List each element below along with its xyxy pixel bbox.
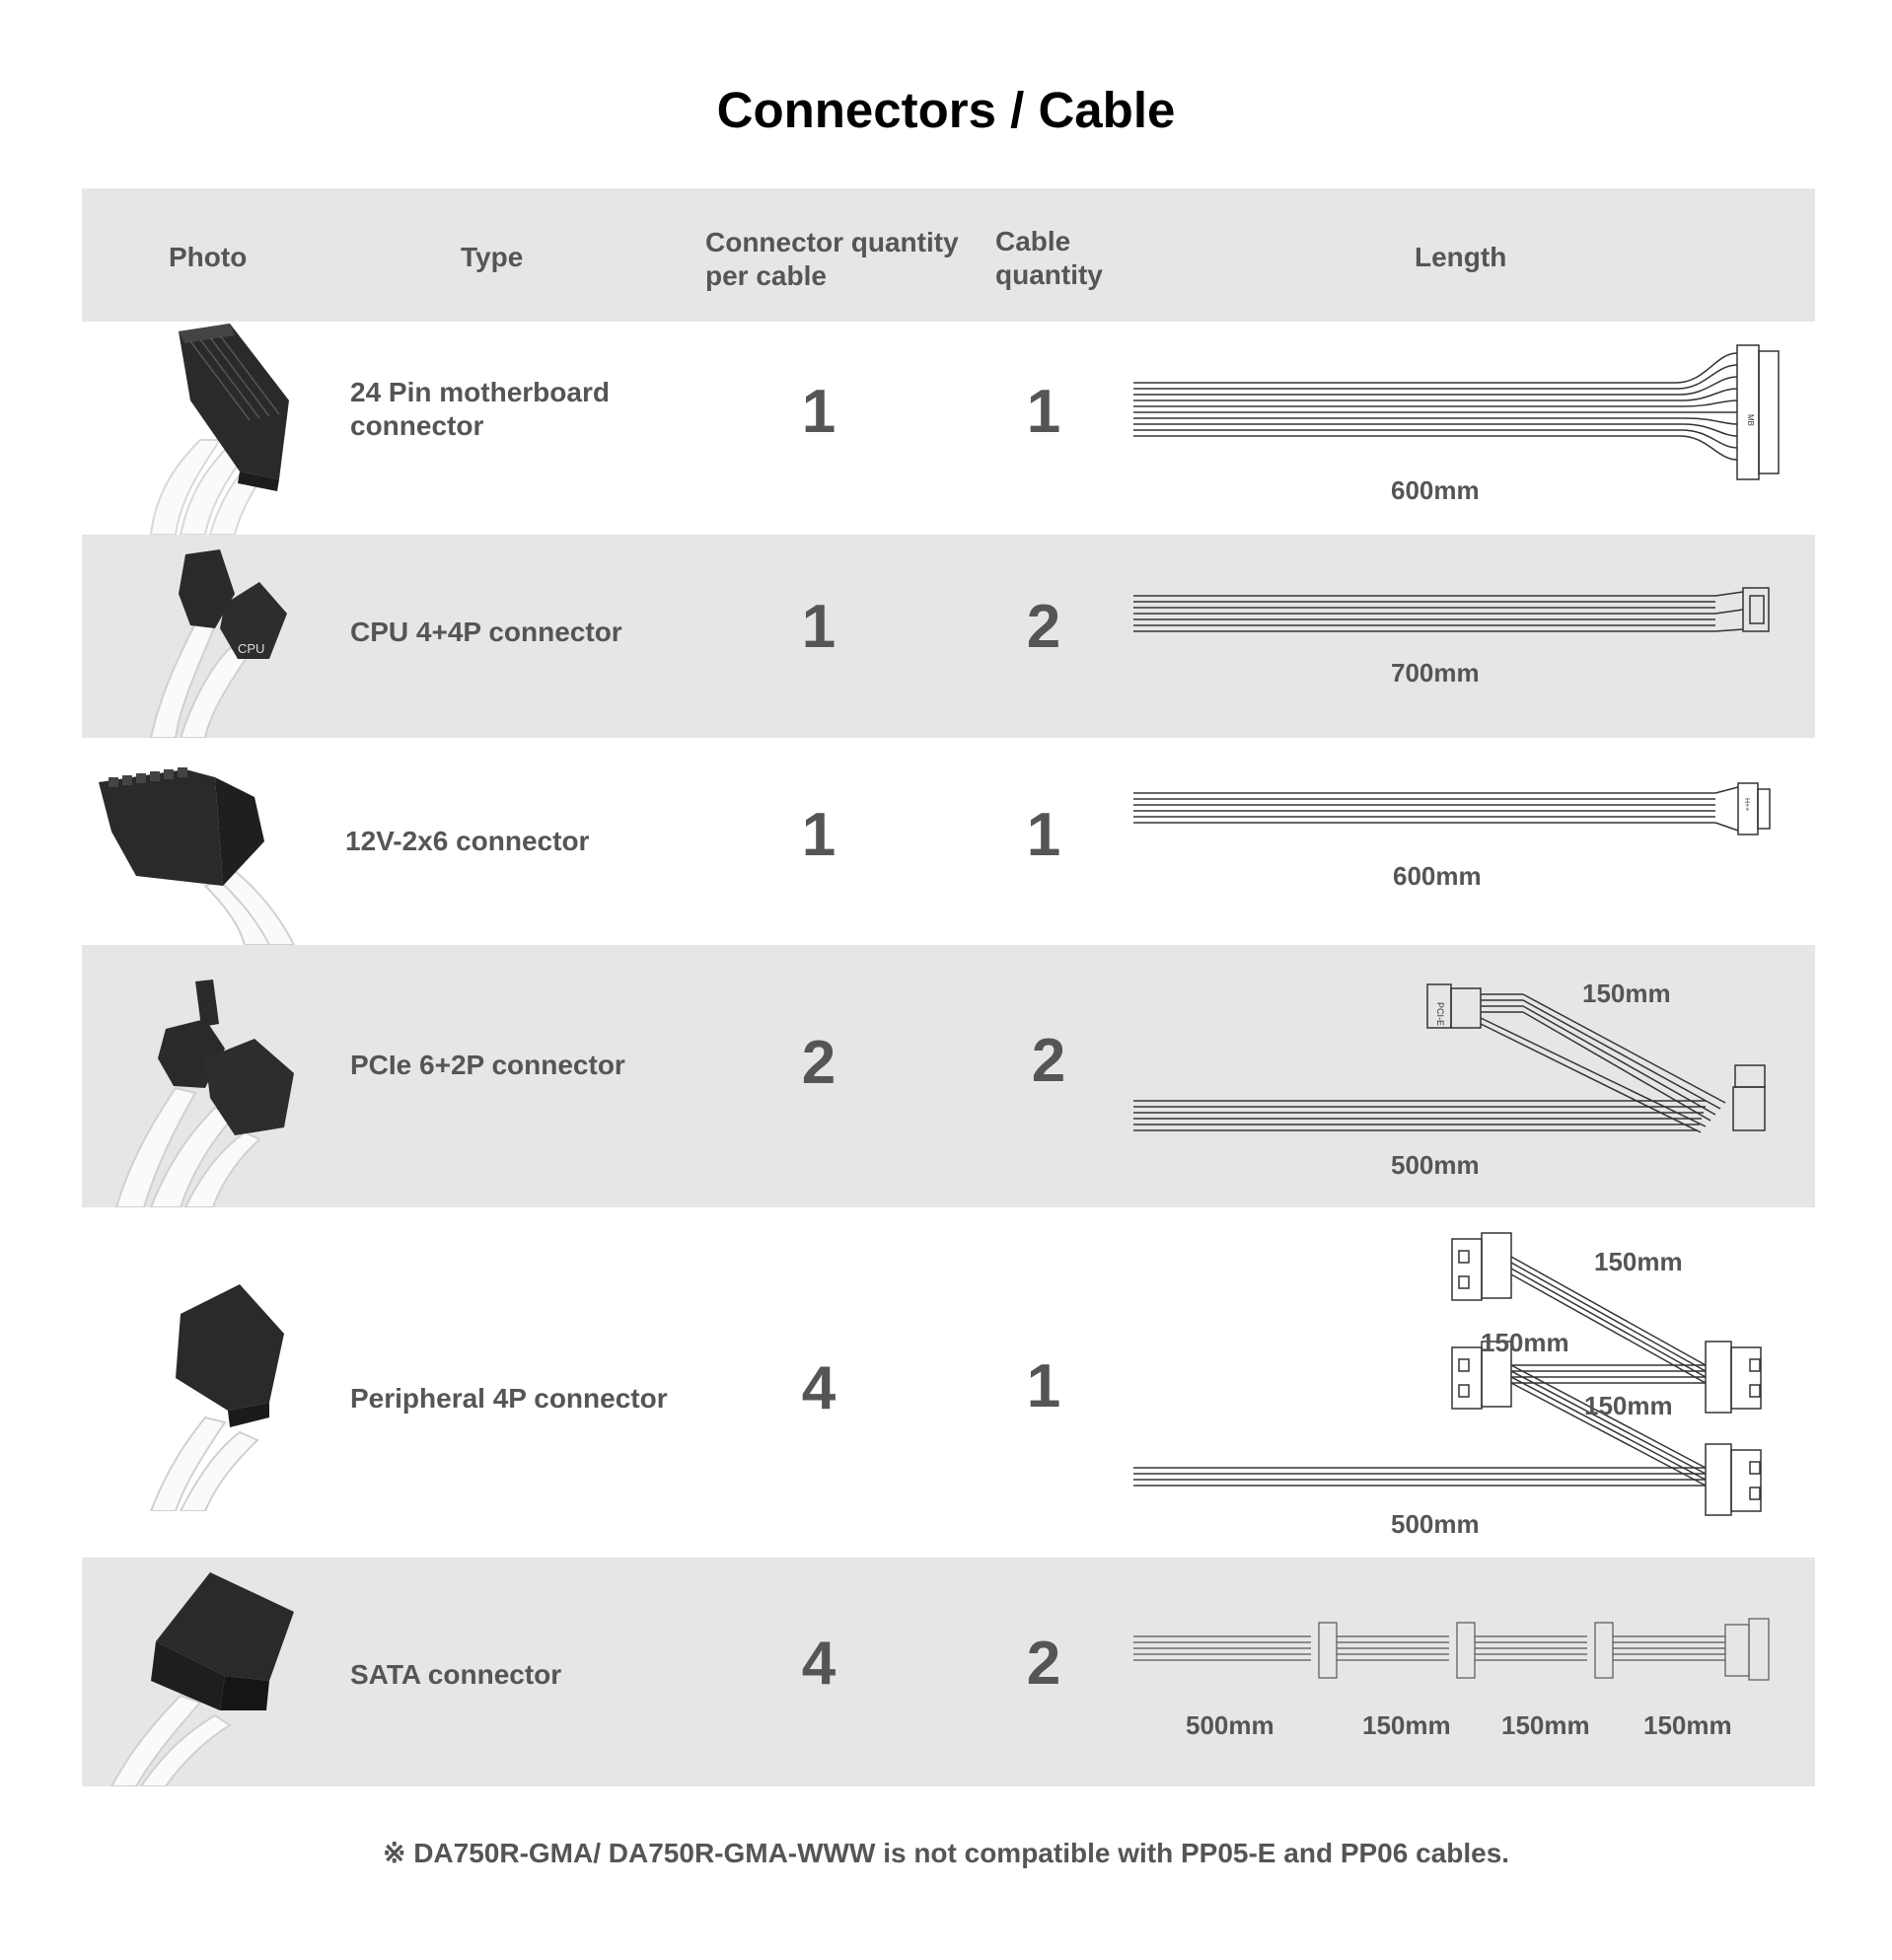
cable-qty-peripheral: 1 [1026,1352,1061,1420]
cable-qty-12v2x6: 1 [1026,801,1061,869]
type-peripheral: Peripheral 4P connector [350,1383,668,1414]
table-row-pcie [82,945,1815,1207]
connector-qty-cpu: 1 [801,593,837,661]
table-row-peripheral [82,1207,1815,1558]
cpu-cable-diagram [1133,586,1794,655]
header-length: Length [1415,242,1507,272]
length-24pin: 600mm [1391,475,1480,505]
header-connector-qty [705,226,959,293]
24pin-cable-label: MB [1746,414,1755,426]
type-pcie: PCIe 6+2P connector [350,1050,625,1080]
compatibility-footnote: ※ DA750R-GMA/ DA750R-GMA-WWW is not compatible with PP05-E and PP06 cables. [382,1838,1510,1868]
length-sata-branch-3: 150mm [1643,1710,1732,1740]
pcie-cable-diagram [1133,980,1794,1138]
cable-qty-sata: 2 [1026,1630,1061,1698]
header-type: Type [461,242,524,272]
type-24pin-line2: connector [350,410,484,441]
header-connector-qty-line1: Connector quantity [705,227,959,257]
table-header [82,188,1815,322]
peripheral-connector-photo [121,1284,309,1511]
table-row-cpu [82,535,1815,738]
table-row-12v2x6 [82,738,1815,945]
length-sata-branch-2: 150mm [1501,1710,1590,1740]
24pin-cable-diagram [1133,343,1794,481]
connector-qty-24pin: 1 [801,378,837,446]
cpu-connector-photo [121,535,309,738]
peripheral-cable-diagram [1133,1227,1794,1523]
header-cable-qty-line1: Cable [995,226,1071,256]
connector-qty-pcie: 2 [801,1029,837,1097]
cable-qty-cpu: 2 [1026,593,1061,661]
length-peripheral-branch-1: 150mm [1594,1247,1683,1276]
12v2x6-cable-label: H++ [1743,798,1750,812]
type-12v2x6: 12V-2x6 connector [345,826,590,856]
length-pcie-branch: 150mm [1582,979,1671,1008]
table-row-24pin [82,322,1815,535]
cpu-photo-label: CPU [238,641,265,656]
header-connector-qty-line2: per cable [705,260,827,291]
page-title: Connectors / Cable [716,82,1176,138]
length-pcie-main: 500mm [1391,1150,1480,1180]
length-12v2x6: 600mm [1393,861,1482,891]
length-peripheral-branch-2: 150mm [1481,1328,1569,1357]
connector-qty-sata: 4 [801,1630,837,1698]
header-cable-qty-line2: quantity [995,259,1103,290]
pcie-cable-label: PCI-E [1435,1002,1445,1027]
cable-qty-pcie: 2 [1031,1027,1066,1095]
pcie-connector-photo [97,980,314,1207]
type-24pin-line1: 24 Pin motherboard [350,377,610,407]
type-cpu: CPU 4+4P connector [350,617,622,647]
length-sata-branch-1: 150mm [1362,1710,1451,1740]
cable-qty-24pin: 1 [1026,378,1061,446]
12v2x6-cable-diagram [1133,783,1794,852]
sata-cable-diagram [1133,1619,1794,1688]
12v2x6-connector-photo [97,738,314,945]
header-photo: Photo [169,242,248,272]
type-24pin [350,376,610,443]
connector-qty-12v2x6: 1 [801,801,837,869]
length-sata-main: 500mm [1186,1710,1274,1740]
table-row-sata [82,1558,1815,1786]
24pin-connector-photo [121,322,309,535]
connector-qty-peripheral: 4 [801,1354,837,1422]
length-peripheral-branch-3: 150mm [1584,1391,1673,1420]
type-sata: SATA connector [350,1659,562,1690]
length-cpu: 700mm [1391,658,1480,688]
length-peripheral-main: 500mm [1391,1509,1480,1539]
header-cable-qty [995,225,1103,292]
sata-connector-photo [97,1572,314,1786]
